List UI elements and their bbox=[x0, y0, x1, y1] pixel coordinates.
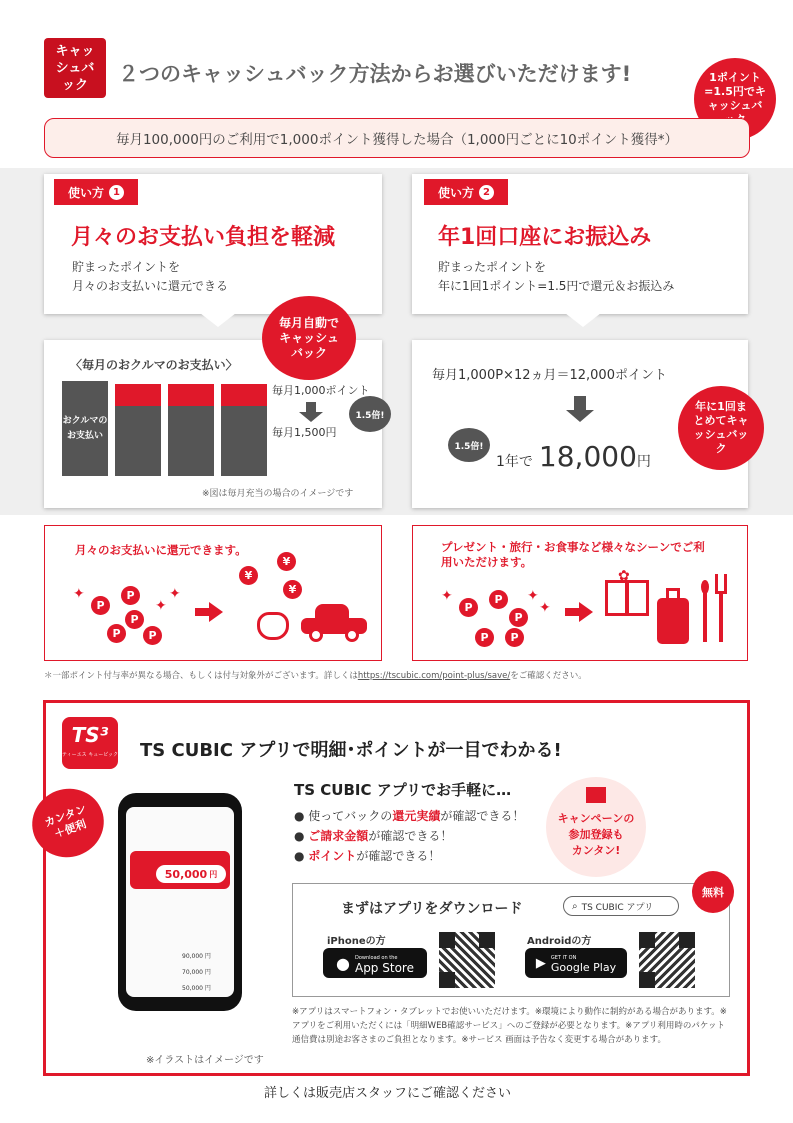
campaign-line3: カンタン! bbox=[571, 844, 621, 857]
down-arrow-2-head bbox=[566, 410, 594, 422]
yen-coin-icon: ¥ bbox=[277, 552, 296, 571]
purse-icon bbox=[257, 612, 289, 640]
summary-banner bbox=[44, 118, 750, 158]
app-search-box[interactable] bbox=[563, 896, 679, 916]
sparkle-icon: ✦ bbox=[155, 598, 167, 614]
gift-bow: ✿ bbox=[618, 568, 630, 584]
spoon-handle bbox=[703, 592, 707, 642]
google-play-icon: ▶ bbox=[535, 955, 546, 971]
app-store-big: App Store bbox=[354, 961, 414, 975]
qr-code-android[interactable] bbox=[639, 932, 695, 988]
scene2-box bbox=[412, 525, 748, 661]
point-coin-icon: P bbox=[91, 596, 110, 615]
easy-convenient-badge bbox=[23, 779, 114, 868]
scene2-text: プレゼント・旅行・お食事など様々なシーンでご利用いただけます。 bbox=[441, 540, 705, 569]
method1-title: 月々のお支払い負担を軽減 bbox=[71, 225, 336, 250]
app-search-text: TS CUBIC アプリ bbox=[581, 902, 654, 913]
footnote-link[interactable]: https://tscubic.com/point-plus/save/ bbox=[357, 671, 511, 681]
point-coin-icon: P bbox=[489, 590, 508, 609]
google-play-text bbox=[551, 953, 616, 973]
cashback-bar-3 bbox=[168, 384, 214, 406]
footnote bbox=[44, 669, 587, 681]
google-play-button[interactable] bbox=[525, 948, 627, 978]
car-wheel bbox=[345, 628, 359, 642]
method1-desc-1: 貯まったポイントを bbox=[72, 260, 181, 274]
free-badge bbox=[692, 871, 734, 913]
down-arrow-icon bbox=[306, 402, 316, 412]
point-coin-icon: P bbox=[509, 608, 528, 627]
sparkle-icon: ✦ bbox=[169, 586, 181, 602]
phone-card bbox=[130, 851, 230, 889]
qr-code-iphone[interactable] bbox=[439, 932, 495, 988]
footnote-text-after: をご確認ください。 bbox=[510, 671, 587, 681]
phone-illustration bbox=[118, 793, 242, 1011]
bullet-post: が確認できる！ bbox=[440, 809, 525, 823]
ts-cubic-logo bbox=[62, 717, 118, 769]
app-subtitle: TS CUBIC アプリでお手軽に… bbox=[294, 781, 512, 799]
campaign-line1: キャンペーンの bbox=[557, 812, 635, 825]
iphone-label: iPhoneの方 bbox=[327, 936, 386, 947]
gift-small-icon bbox=[586, 787, 606, 803]
result-prefix: 1年で bbox=[496, 454, 533, 470]
point-coin-icon: P bbox=[125, 610, 144, 629]
rate-badge-text: 1ポイント=1.5円でキャッシュバ bbox=[704, 71, 766, 112]
app-store-text bbox=[355, 953, 414, 973]
campaign-line2: 参加登録も bbox=[568, 828, 624, 841]
points-label: 毎月1,000ポイント bbox=[272, 384, 370, 397]
sparkle-icon: ✦ bbox=[441, 588, 453, 604]
campaign-circle bbox=[546, 777, 646, 877]
search-icon: ⌕ bbox=[572, 900, 578, 912]
sparkle-icon: ✦ bbox=[527, 588, 539, 604]
app-section bbox=[43, 700, 750, 1076]
phone-amount-pill bbox=[156, 865, 226, 883]
phone-row: 70,000 円 bbox=[182, 969, 211, 976]
fork-icon bbox=[715, 574, 727, 594]
method2-number: 2 bbox=[479, 185, 494, 200]
point-coin-icon: P bbox=[107, 624, 126, 643]
method1-number: 1 bbox=[109, 185, 124, 200]
app-store-small: Download on the bbox=[354, 955, 398, 961]
suitcase-handle bbox=[666, 588, 680, 598]
point-coin-icon: P bbox=[475, 628, 494, 647]
scene1-text: 月々のお支払いに還元できます。 bbox=[75, 543, 247, 557]
payment-bar-label-2: お支払い bbox=[66, 430, 103, 441]
sparkle-icon: ✦ bbox=[73, 586, 85, 602]
summary-text: 毎月100,000円のご利用で1,000ポイント獲得した場合（1,000円ごとに10ポイント獲得*） bbox=[115, 132, 679, 148]
google-play-small: GET IT ON bbox=[550, 955, 577, 961]
image-note: ※イラストはイメージです bbox=[146, 1055, 264, 1066]
bullet-post: が確認できる！ bbox=[356, 849, 441, 863]
bullet-post: が確認できる！ bbox=[368, 829, 453, 843]
google-play-big: Google Play bbox=[550, 961, 617, 974]
method1-pointer bbox=[200, 313, 236, 327]
bullet-em: 還元実績 bbox=[392, 809, 441, 823]
down-arrow-head bbox=[299, 412, 323, 422]
method2-pointer bbox=[565, 313, 601, 327]
method2-desc-2: 年に1回1ポイント=1.5円で還元＆お振込み bbox=[438, 279, 675, 293]
free-badge-text: 無料 bbox=[702, 886, 724, 899]
cashback-logo-text: キャッシュバック bbox=[55, 43, 95, 93]
down-arrow-2-stem bbox=[574, 396, 586, 410]
method2-card bbox=[412, 174, 748, 314]
phone-amount: 50,000 bbox=[164, 867, 208, 881]
bullet-em: ポイント bbox=[308, 849, 357, 863]
suitcase-icon bbox=[657, 598, 689, 644]
payment-bar-1 bbox=[62, 381, 108, 476]
method1-card bbox=[44, 174, 382, 314]
scene1-box bbox=[44, 525, 382, 661]
payment-bar-2 bbox=[115, 406, 161, 476]
apple-icon: ● bbox=[336, 953, 350, 973]
phone-screen bbox=[126, 807, 234, 997]
point-coin-icon: P bbox=[459, 598, 478, 617]
payment-bar-label-1: おクルマの bbox=[62, 415, 108, 426]
easy-convenient-text: カンタン＋便利 bbox=[42, 802, 89, 841]
payment-bar-4 bbox=[221, 406, 267, 476]
arrow-right-bar bbox=[195, 608, 209, 616]
ts-cubic-logo-sub: ティーエス キュービック bbox=[62, 752, 118, 758]
arrow-right-icon bbox=[579, 602, 593, 622]
cashback-bar-4 bbox=[221, 384, 267, 406]
method2-tag-label: 使い方 bbox=[437, 185, 474, 200]
app-disclaimer: ※アプリはスマートフォン・タブレットでお使いいただけます。※環境により動作に制約がある場合があります。※アプリをご利用いただくには「明細WEB確認サービス」へのご登録が必要となります。※アプリ利用時のパケット通信費は別途お客さまのご負担となります。※サービス 画面は予告なく変更する場合があります。 bbox=[292, 1007, 727, 1045]
method1-tag-label: 使い方 bbox=[67, 185, 104, 200]
ratio-bubble-1-text: 1.5倍! bbox=[355, 410, 385, 421]
app-bullet: ● ご請求金額が確認できる！ bbox=[294, 829, 453, 843]
bullet-em: ご請求金額 bbox=[308, 829, 369, 843]
android-label: Androidの方 bbox=[527, 936, 592, 947]
yen-coin-icon: ¥ bbox=[239, 566, 258, 585]
equation-text: 毎月1,000P×12ヵ月＝12,000ポイント bbox=[432, 368, 667, 383]
monthly-bubble-text: 毎月自動でキャッシュバック bbox=[278, 315, 339, 360]
gift-ribbon bbox=[625, 580, 629, 616]
phone-row: 90,000 円 bbox=[182, 953, 211, 960]
point-coin-icon: P bbox=[143, 626, 162, 645]
page-title: ２つのキャッシュバック方法からお選びいただけます! bbox=[118, 62, 632, 86]
method2-tag bbox=[424, 179, 508, 205]
method2-title: 年1回口座にお振込み bbox=[438, 225, 652, 250]
app-title: TS CUBIC アプリで明細･ポイントが一目でわかる! bbox=[140, 740, 562, 761]
method1-note: ※図は毎月充当の場合のイメージです bbox=[202, 489, 354, 499]
method2-desc-1: 貯まったポイントを bbox=[438, 260, 547, 274]
download-title: まずはアプリをダウンロード bbox=[341, 901, 523, 917]
cashback-logo bbox=[44, 38, 106, 98]
phone-row: 50,000 円 bbox=[182, 985, 211, 992]
ratio-bubble-2 bbox=[448, 428, 490, 462]
result-unit: 円 bbox=[636, 454, 651, 470]
annual-bubble bbox=[678, 386, 764, 470]
ratio-bubble-1 bbox=[349, 396, 391, 432]
point-coin-icon: P bbox=[121, 586, 140, 605]
bullet-pre: 使ってバックの bbox=[308, 809, 393, 823]
cashback-bar-2 bbox=[115, 384, 161, 406]
arrow-right-icon bbox=[209, 602, 223, 622]
app-bullet: ● ポイントが確認できる！ bbox=[294, 849, 441, 863]
result-row bbox=[496, 440, 651, 473]
method1-chart-caption: 〈毎月のおクルマのお支払い〉 bbox=[70, 358, 238, 372]
fork-handle bbox=[719, 592, 723, 642]
ts-cubic-logo-text: TS³ bbox=[71, 723, 109, 747]
car-icon bbox=[301, 604, 367, 642]
result-value: 18,000 bbox=[538, 440, 637, 473]
app-store-button[interactable] bbox=[323, 948, 427, 978]
footnote-text-before: ＊一部ポイント付与率が異なる場合、もしくは付与対象外がございます。詳しくは bbox=[44, 671, 358, 681]
annual-bubble-text: 年に1回まとめてキャッシュバック bbox=[693, 400, 749, 455]
monthly-bubble bbox=[262, 296, 356, 380]
footer-text: 詳しくは販売店スタッフにご確認ください bbox=[264, 1086, 512, 1101]
sparkle-icon: ✦ bbox=[539, 600, 551, 616]
download-box bbox=[292, 883, 730, 997]
point-coin-icon: P bbox=[505, 628, 524, 647]
ratio-bubble-2-text: 1.5倍! bbox=[454, 441, 484, 452]
gift-icon bbox=[605, 580, 649, 616]
yen-coin-icon: ¥ bbox=[283, 580, 302, 599]
phone-unit: 円 bbox=[209, 869, 218, 879]
app-bullet: ● 使ってバックの還元実績が確認できる！ bbox=[294, 809, 525, 823]
method1-desc-2: 月々のお支払いに還元できる bbox=[72, 279, 229, 293]
yen-label: 毎月1,500円 bbox=[272, 426, 337, 439]
arrow-right-bar bbox=[565, 608, 579, 616]
car-wheel bbox=[309, 628, 323, 642]
payment-bar-3 bbox=[168, 406, 214, 476]
method1-tag bbox=[54, 179, 138, 205]
